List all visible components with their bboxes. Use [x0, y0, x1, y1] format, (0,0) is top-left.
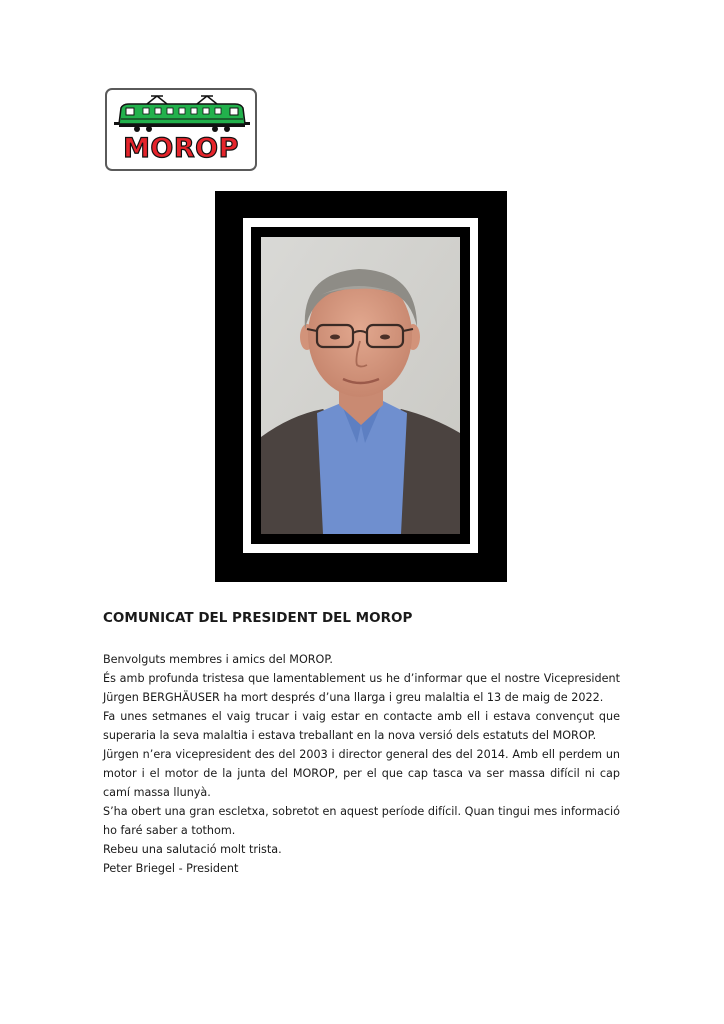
tribute-paragraph: Jürgen n’era vicepresident des del 2003 i director general des del 2014. Amb ell perdem un motor i el motor de la junta del MOROP, per el que cap tasca va ser massa difícil ni cap camí massa llunyà.: [103, 748, 620, 799]
locomotive-icon: [113, 94, 251, 134]
letter-body: [103, 650, 620, 878]
greeting-paragraph: Benvolguts membres i amics del MOROP.: [103, 653, 333, 666]
frame-mat: [243, 218, 478, 553]
memorial-frame: [215, 191, 507, 582]
page-title: COMUNICAT DEL PRESIDENT DEL MOROP: [103, 610, 413, 626]
portrait-photo: [261, 237, 460, 534]
announcement-paragraph: És amb profunda tristesa que lamentablement us he d’informar que el nostre Vicepresident Jürgen BERGHÄUSER ha mort després d’una llarga i greu malaltia el 13 de maig de 2022.: [103, 672, 620, 704]
contact-paragraph: Fa unes setmanes el vaig trucar i vaig estar en contacte amb ell i estava convençut que superaria la seva malaltia i estava treballant en la nova versió dels estatuts del MOROP.: [103, 710, 620, 742]
frame-inner-border: [251, 227, 470, 544]
closing-paragraph: Rebeu una salutació molt trista.: [103, 843, 282, 856]
morop-logo: [105, 88, 257, 171]
gap-paragraph: S’ha obert una gran escletxa, sobretot en aquest període difícil. Quan tingui mes informació ho faré saber a tothom.: [103, 805, 620, 837]
signature-line: Peter Briegel - President: [103, 862, 239, 875]
logo-text: MOROP: [123, 133, 239, 164]
